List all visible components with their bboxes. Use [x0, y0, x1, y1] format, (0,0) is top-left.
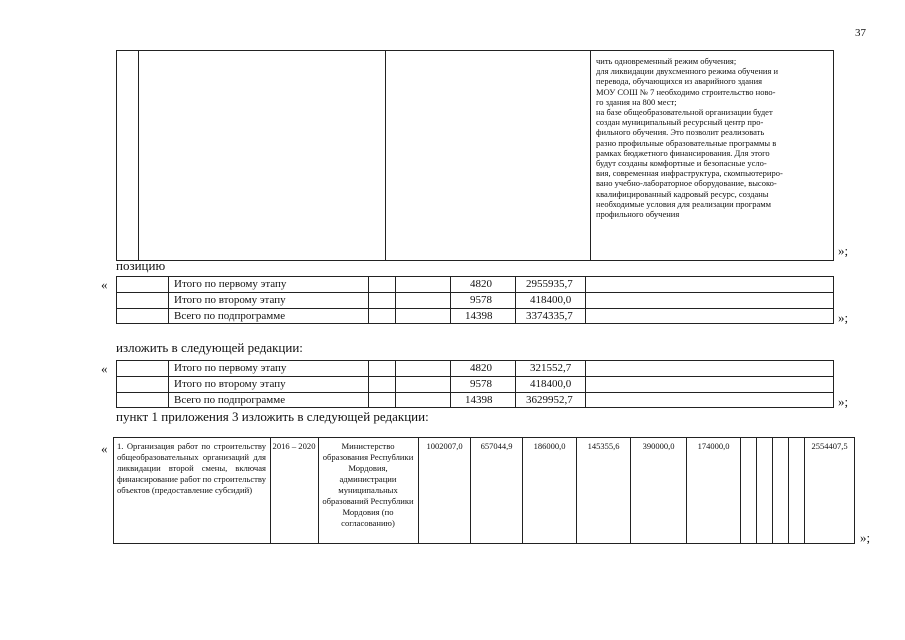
- top-block-line: МОУ СОШ № 7 необходимо строительство ново-: [596, 86, 776, 97]
- bottom-value-2: 657044,9: [480, 441, 513, 451]
- new-row-3-sum: 3629952,7: [526, 394, 573, 406]
- old-row-3-sum: 3374335,7: [526, 310, 573, 322]
- top-block-line: на базе общеобразовательной организации будет: [596, 107, 773, 118]
- new-row-2-label: Итого по второму этапу: [174, 378, 286, 390]
- label-position: позицию: [116, 258, 166, 273]
- quote-open-1: «: [101, 277, 108, 292]
- page-number: 37: [855, 27, 866, 39]
- bottom-value-6: 174000,0: [697, 441, 730, 451]
- top-block-line: профильного обучения: [596, 209, 680, 220]
- quote-close-4: »;: [860, 530, 871, 545]
- old-row-2-n: 9578: [470, 294, 492, 306]
- top-block-line: рамках бюджетного финансирования. Для этого: [596, 147, 770, 158]
- old-row-1-n: 4820: [470, 278, 492, 290]
- bottom-row-executor: Министерство образования Республики Мордовия, администрации муниципальных образований Республики Мордовия (по согласованию): [322, 441, 414, 528]
- quote-open-2: «: [101, 361, 108, 376]
- top-block-text: [596, 56, 830, 219]
- old-row-3-n: 14398: [465, 310, 493, 322]
- top-block-line: вия, современная инфраструктура, скомпьютериро-: [596, 168, 783, 179]
- new-row-1-label: Итого по первому этапу: [174, 362, 287, 374]
- top-block-line: квалифицированный кадровый ресурс, созданы: [596, 188, 769, 199]
- quote-close-2: »;: [838, 310, 849, 325]
- top-block-line: разно профильные образовательные программы в: [596, 137, 777, 148]
- quote-open-3: «: [101, 441, 108, 456]
- top-block-line: для ликвидации двухсменного режима обучения и: [596, 66, 779, 77]
- old-row-1-sum: 2955935,7: [526, 278, 573, 290]
- new-row-2-n: 9578: [470, 378, 492, 390]
- top-block-line: чить одновременный режим обучения;: [596, 56, 737, 66]
- top-block-line: вано учебно-лабораторное оборудование, высоко-: [596, 178, 777, 189]
- quote-close-3: »;: [838, 394, 849, 409]
- new-row-3-label: Всего по подпрограмме: [174, 394, 286, 406]
- top-block-line: го здания на 800 мест;: [596, 96, 677, 107]
- new-row-2-sum: 418400,0: [530, 378, 572, 390]
- bottom-value-3: 186000,0: [533, 441, 566, 451]
- bottom-value-1: 1002007,0: [426, 441, 463, 451]
- top-block-line: необходимые условия для реализации программ: [596, 198, 772, 209]
- old-row-2-label: Итого по второму этапу: [174, 294, 286, 306]
- bottom-row-period: 2016 – 2020: [272, 441, 316, 451]
- bottom-value-total: 2554407,5: [811, 441, 848, 451]
- new-row-3-n: 14398: [465, 394, 493, 406]
- bottom-value-5: 390000,0: [642, 441, 675, 451]
- bottom-row-name: 1. Организация работ по строительству общеобразовательных организаций для ликвидации второй смены, включая финансирование работ по строительству объектов (предоставление субсидий): [117, 441, 266, 495]
- old-row-1-label: Итого по первому этапу: [174, 278, 287, 290]
- new-row-1-sum: 321552,7: [530, 362, 572, 374]
- top-block-line: будут созданы комфортные и безопасные усло-: [596, 158, 767, 169]
- label-edit: изложить в следующей редакции:: [116, 340, 303, 355]
- old-row-2-sum: 418400,0: [530, 294, 572, 306]
- old-row-3-label: Всего по подпрограмме: [174, 310, 286, 322]
- top-block-line: фильного обучения. Это позволит реализовать: [596, 127, 765, 138]
- new-row-1-n: 4820: [470, 362, 492, 374]
- bottom-value-4: 145355,6: [587, 441, 620, 451]
- label-point: пункт 1 приложения 3 изложить в следующей редакции:: [116, 409, 429, 424]
- quote-close-1: »;: [838, 243, 849, 258]
- top-block-line: создан муниципальный ресурсный центр про-: [596, 117, 764, 128]
- top-block-line: перевода, обучающихся из аварийного здания: [596, 76, 763, 87]
